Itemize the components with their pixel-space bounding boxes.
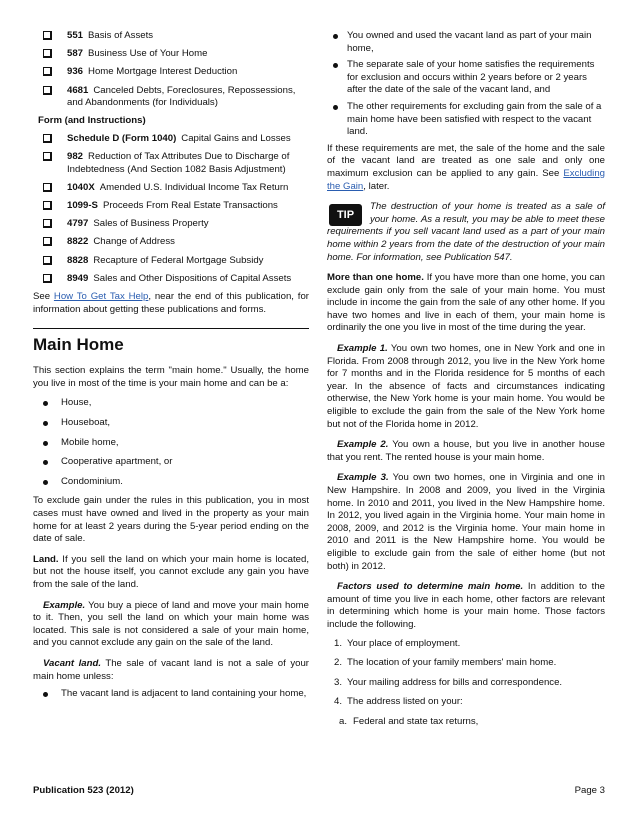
bullet-icon — [43, 460, 48, 465]
section-divider — [33, 328, 309, 329]
main-home-intro: This section explains the term "main home." Usually, the home you live in most of the time is your main home and can be a: — [33, 365, 309, 389]
list-item: 1040X Amended U.S. Individual Income Tax Return — [33, 182, 309, 195]
list-item: Cooperative apartment, or — [33, 456, 309, 469]
main-home-heading: Main Home — [33, 335, 124, 355]
factors-list — [327, 638, 605, 729]
factors-paragraph: Factors used to determine main home. In addition to the amount of time you live in each home, other factors are relevant in determining which home is your main home. Those factors include the following. — [327, 581, 605, 630]
tip-icon: TIP — [329, 204, 362, 226]
list-item: 8949 Sales and Other Dispositions of Capital Assets — [33, 273, 309, 286]
publication-list — [33, 30, 309, 110]
checkbox-icon — [43, 256, 51, 264]
checkbox-icon — [43, 274, 51, 282]
list-item: You owned and used the vacant land as part of your main home, — [327, 30, 605, 55]
list-item: Condominium. — [33, 476, 309, 489]
bullet-icon — [43, 441, 48, 446]
list-item: 1. Your place of employment. — [334, 637, 461, 649]
bullet-icon — [43, 480, 48, 485]
publication-title: Publication 523 (2012) — [33, 785, 134, 796]
forms-list — [33, 133, 309, 286]
list-item: House, — [33, 397, 309, 410]
list-item: The vacant land is adjacent to land containing your home, — [33, 688, 309, 701]
checkbox-icon — [43, 219, 51, 227]
list-item: The separate sale of your home satisfies the requirements for exclusion and occurs within 2 years before or 2 years after the date of the sale of the vacant land, and — [327, 59, 605, 97]
list-item: The other requirements for excluding gain from the sale of a main home have been satisfied with respect to the vacant land. — [327, 101, 605, 139]
checkbox-icon — [43, 49, 51, 57]
home-types-list — [33, 397, 309, 488]
checkbox-icon — [43, 67, 51, 75]
land-paragraph: Land. If you sell the land on which your main home is located, but not the house itself, you cannot exclude any gain you have from the sale of the land. — [33, 553, 309, 590]
excluding-the-gain-link[interactable]: Excluding the Gain — [327, 167, 605, 192]
list-item: 4681 Canceled Debts, Foreclosures, Repossessions, and Abandonments (for Individuals) — [33, 85, 309, 110]
list-item: 8828 Recapture of Federal Mortgage Subsidy — [33, 255, 309, 268]
tip-box — [327, 201, 605, 264]
list-item: 587 Business Use of Your Home — [33, 48, 309, 61]
list-item: Houseboat, — [33, 417, 309, 430]
example-3-paragraph: Example 3. You own two homes, one in Virginia and one in New Hampshire. In 2008 and 2009, you lived in the Virginia home. In 2010 and 2011, you lived in the New Hampshire home. In 2012, you lived again in the Virginia home. Your main home in 2008, 2009, and 2012 is the Virginia home. Your main home in 2010 and 2011 is the New Hampshire home. You would be eligible to exclude gain from the sale of either home (but not both) in 2012. — [327, 472, 605, 572]
forms-heading: Form (and Instructions) — [38, 115, 146, 127]
example-2-paragraph: Example 2. You own a house, but you live in another house that you rent. The rented house is your main home. — [327, 439, 605, 463]
bullet-icon — [333, 63, 338, 68]
list-item: 2. The location of your family members' main home. — [334, 657, 557, 669]
list-item: 3. Your mailing address for bills and correspondence. — [334, 676, 563, 688]
example-paragraph: Example. You buy a piece of land and move your main home to it. Then, you sell the land on which your main home was located. This sale is not considered a sale of your main home, and you cannot exclude any gain on the sale of the land. — [33, 599, 309, 649]
page-number: Page 3 — [574, 785, 605, 796]
list-item: Mobile home, — [33, 437, 309, 450]
checkbox-icon — [43, 183, 51, 191]
list-item: 4797 Sales of Business Property — [33, 218, 309, 231]
bullet-icon — [43, 421, 48, 426]
vacant-land-paragraph: Vacant land. The sale of vacant land is not a sale of your main home unless: — [33, 657, 309, 682]
list-item: a. Federal and state tax returns, — [339, 715, 479, 727]
bullet-icon — [43, 401, 48, 406]
checkbox-icon — [43, 31, 51, 39]
checkbox-icon — [43, 152, 51, 160]
right-column — [327, 30, 605, 729]
list-item: Schedule D (Form 1040) Capital Gains and Losses — [33, 133, 309, 146]
list-item: 1099-S Proceeds From Real Estate Transactions — [33, 200, 309, 213]
vacant-land-conditions — [327, 30, 605, 139]
bullet-icon — [333, 105, 338, 110]
see-tax-help-paragraph: See How To Get Tax Help, near the end of this publication, for information about getting these publications and forms. — [33, 291, 309, 315]
list-item: 982 Reduction of Tax Attributes Due to Discharge of Indebtedness (And Section 1082 Basis Adjustment) — [33, 151, 309, 176]
requirements-paragraph: If these requirements are met, the sale of the home and the sale of the vacant land are treated as one sale and only one maximum exclusion can be applied to any gain. See Excluding the Gain, later. — [327, 142, 605, 192]
how-to-get-tax-help-link[interactable]: How To Get Tax Help — [53, 291, 149, 303]
tip-text: The destruction of your home is treated as a sale of your home. As a result, you may be able to meet these requirements if you sell vacant land used as a part of your main home within 2 years from the date of the destruction of your main home. For information, see Publication 547. — [327, 201, 605, 263]
checkbox-icon — [43, 134, 51, 142]
exclude-gain-paragraph: To exclude gain under the rules in this publication, you in most cases must have owned and lived in the property as your main home for at least 2 years during the 5-year period ending on the date of sale. — [33, 495, 309, 545]
checkbox-icon — [43, 86, 51, 94]
list-item: 8822 Change of Address — [33, 236, 309, 249]
example-1-paragraph: Example 1. You own two homes, one in New York and one in Florida. From 2008 through 2012, you live in the New York home for 7 months and in the Florida residence for 5 months of each year. In the absence of facts and circumstances indicating otherwise, the New York home is your main home. You would be eligible to exclude the gain from the sale of the New York home but not of the Florida home in 2012. — [327, 343, 605, 430]
more-than-one-home-paragraph: More than one home. If you have more than one home, you can exclude gain only from the sale of your main home. You must include in income the gain from the sale of any other home. If you have two homes and live in each of them, your main home is ordinarily the one you live in most of the time during the year. — [327, 272, 605, 334]
bullet-icon — [333, 34, 338, 39]
checkbox-icon — [43, 237, 51, 245]
bullet-icon — [43, 692, 48, 697]
list-item: 4. The address listed on your: — [334, 696, 463, 708]
list-item: 551 Basis of Assets — [33, 30, 309, 43]
list-item: 936 Home Mortgage Interest Deduction — [33, 66, 309, 79]
left-column — [33, 30, 309, 708]
checkbox-icon — [43, 201, 51, 209]
